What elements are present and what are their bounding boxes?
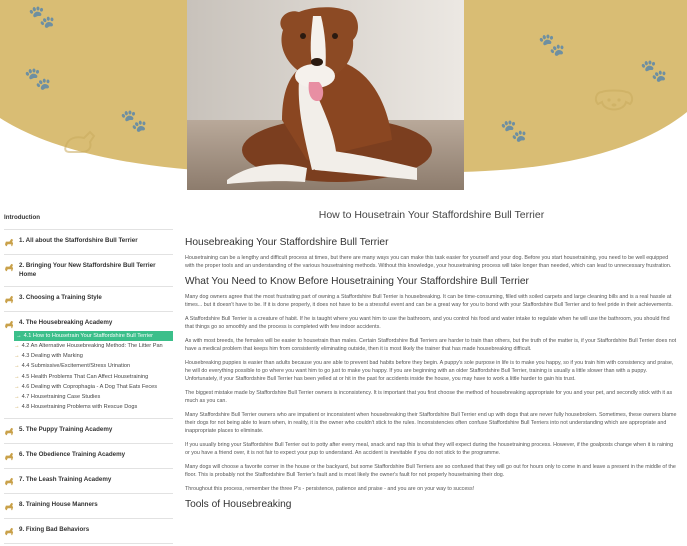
sidebar-subitem-label: 4.6 Dealing with Coprophagia - A Dog That Eats Feces (21, 383, 158, 390)
dog-icon (4, 263, 15, 272)
sidebar-subitem-4-4[interactable] (4, 362, 173, 372)
sidebar-item-chapter-6[interactable] (4, 444, 173, 469)
arrow-icon: → (14, 373, 20, 380)
sidebar-item-introduction[interactable] (4, 207, 173, 230)
dog-icon (4, 527, 15, 536)
sidebar-subitem-label: 4.7 Housetraining Case Studies (21, 394, 101, 401)
arrow-icon: → (14, 363, 20, 370)
paragraph: The biggest mistake made by Staffordshire Bull Terrier owners is inconsistency. It is important that you first choose the method of housebreaking appropriate for you and your pet, and secondly stick with it as much as you can. (185, 390, 673, 405)
sidebar-subitems (4, 331, 173, 419)
sidebar-item-label: 5. The Puppy Training Academy (19, 426, 113, 434)
paw-icon: 🐾 (500, 118, 528, 143)
arrow-icon: → (16, 332, 22, 339)
section-heading: Housebreaking Your Staffordshire Bull Terrier (185, 237, 389, 248)
arrow-icon: → (14, 353, 20, 360)
sidebar-item-label: 7. The Leash Training Academy (19, 476, 112, 484)
sidebar-item-chapter-8[interactable] (4, 494, 173, 519)
dog-icon (4, 427, 15, 436)
paragraph: Housebreaking puppies is easier than adults because you are able to prevent bad habits before they begin. A puppy's sole purpose in life is to make you happy, so if you train him with consistency and praise, he will do everything possible to go where you want him to go just to make you happy. If you are beginning with an older Staffordshire Bull Terrier, training is usually a little slower than with a puppy. Unfortunately, if your Staffordshire Bull Terrier has been yelled at or hit in the past for accidents inside the house, you may have to work a little harder to gain his trust. (185, 360, 674, 383)
dog-face-icon (594, 88, 634, 118)
sidebar-subitem-4-6[interactable] (4, 382, 173, 392)
sidebar-item-chapter-5[interactable] (4, 419, 173, 444)
sidebar-item-label: 4. The Housebreaking Academy (19, 319, 113, 327)
dog-icon (62, 128, 98, 154)
paw-icon: 🐾 (24, 66, 52, 91)
arrow-icon: → (14, 383, 20, 390)
paw-icon: 🐾 (120, 108, 148, 133)
sidebar-subitem-4-2[interactable] (4, 341, 173, 351)
article (185, 209, 678, 516)
sidebar-subitem-label: 4.4 Submissive/Excitement/Stress Urination (21, 363, 131, 370)
arrow-icon: → (14, 342, 20, 349)
sidebar-subitem-4-7[interactable] (4, 393, 173, 403)
sidebar-item-chapter-1[interactable] (4, 230, 173, 255)
paw-icon: 🐾 (28, 4, 56, 29)
sidebar-item-chapter-2[interactable] (4, 255, 173, 287)
page-title: How to Housetrain Your Staffordshire Bull Terrier (318, 209, 545, 221)
paragraph: Throughout this process, remember the three P's - persistence, patience and praise - and you are on your way to success! (185, 486, 475, 493)
sidebar-item-chapter-7[interactable] (4, 469, 173, 494)
sidebar-item-label: 2. Bringing Your New Staffordshire Bull Terrier Home (19, 262, 156, 278)
dog-photo (187, 0, 464, 190)
arrow-icon: → (14, 404, 20, 411)
section-heading: Tools of Housebreaking (185, 499, 292, 511)
dog-icon (4, 238, 15, 247)
sidebar-subitem-label: 4.8 Housetraining Problems with Rescue Dogs (21, 404, 138, 411)
arrow-icon: → (14, 394, 20, 401)
sidebar-item-chapter-4[interactable] (4, 312, 173, 331)
paragraph: Many dog owners agree that the most frustrating part of owning a Staffordshire Bull Terrier is housebreaking. It can be time-consuming, filled with soiled carpets and large cleaning bills and is a real hassle at times... but it doesn't have to be. If it is done properly, it does not have to be a stressful event and can be a great way for you to bond with your Staffordshire Bull Terrier and to feel pride in their achievements. (185, 294, 673, 309)
sidebar-subitem-4-8[interactable] (4, 403, 173, 413)
paragraph: Many Staffordshire Bull Terrier owners who are impatient or inconsistent when housebreaking their Staffordshire Bull Terrier end up with dogs that are never fully housebroken. Sometimes, these owners blame their dogs for not being able to learn when, in reality, it is the owner who couldn't stick to the rules. Inconsistencies often confuse Staffordshire Bull Terriers into not understanding which are appropriate and inappropriate places to eliminate. (185, 412, 677, 435)
paragraph: If you usually bring your Staffordshire Bull Terrier out to potty after every meal, snack and nap this is what they will expect during the housetraining process. However, if the goalposts change when it is raining or you have a friend over, it is not fair to expect your pup to understand. An accident is inevitable if you do not stick to the programme. (185, 442, 674, 457)
dog-icon (4, 477, 15, 486)
sidebar-subitem-4-1[interactable] (14, 331, 173, 341)
sidebar-item-label: Introduction (4, 214, 41, 221)
paw-icon: 🐾 (538, 32, 566, 57)
paragraph: Many dogs will choose a favorite corner in the house or the backyard, but some Staffordshire Bull Terriers are so confused that they will go out for hours only to come in and leave a present in the middle of the floor. This is probably not the Staffordshire Bull Terrier's fault and is most likely the owner's fault for not properly housetraining their dog. (185, 464, 676, 479)
sidebar-item-label: 3. Choosing a Training Style (19, 294, 102, 302)
paw-icon: 🐾 (640, 58, 668, 83)
sidebar-subitem-label: 4.2 An Alternative Housebreaking Method: The Litter Pan (21, 342, 163, 349)
paragraph: Housetraining can be a lengthy and difficult process at times, but there are many ways you can make this task easier for yourself and your dog. Before you start housetraining, you need to be well equipped with the proper tools and an understanding of the various housetraining methods. Without this knowledge, your housetraining process will take longer than needed, which can lead to unnecessary frustration. (185, 255, 672, 270)
paragraph: A Staffordshire Bull Terrier is a creature of habit. If he is taught where you want him to use the bathroom, and you control his food and water intake to regulate when he will use the bathroom, you should find that things go so smoothly and the process is completed with few indoor accidents. (185, 316, 670, 331)
sidebar-subitem-4-5[interactable] (4, 372, 173, 382)
sidebar-subitem-label: 4.1 How to Housetrain Your Staffordshire Bull Terrier (23, 332, 154, 339)
sidebar-item-chapter-3[interactable] (4, 287, 173, 312)
sidebar-item-label: 6. The Obedience Training Academy (19, 451, 126, 459)
sidebar-subitem-label: 4.5 Health Problems That Can Affect Housetraining (21, 373, 149, 380)
paragraph: As with most breeds, the females will be easier to housetrain than males. Certain Staffordshire Bull Terriers are harder to train than others, but the truth of the matter is, if your Staffordshire Bull Terrier does not have a medical problem that keeps him from consistently eliminating outside, then it is most likely the trainer that has made housebreaking difficult. (185, 338, 677, 353)
sidebar-item-label: 1. All about the Staffordshire Bull Terrier (19, 237, 138, 245)
sidebar-item-label: 8. Training House Manners (19, 501, 98, 509)
section-heading: What You Need to Know Before Housetraining Your Staffordshire Bull Terrier (185, 276, 529, 288)
dog-icon (4, 502, 15, 511)
sidebar-subitem-4-3[interactable] (4, 352, 173, 362)
dog-icon (4, 320, 15, 329)
sidebar-subitem-label: 4.3 Dealing with Marking (21, 353, 83, 360)
course-sidebar (4, 207, 173, 544)
hero-image (187, 0, 464, 190)
sidebar-item-label: 9. Fixing Bad Behaviors (19, 526, 90, 534)
dog-icon (4, 452, 15, 461)
dog-icon (4, 295, 15, 304)
sidebar-item-chapter-9[interactable] (4, 519, 173, 544)
